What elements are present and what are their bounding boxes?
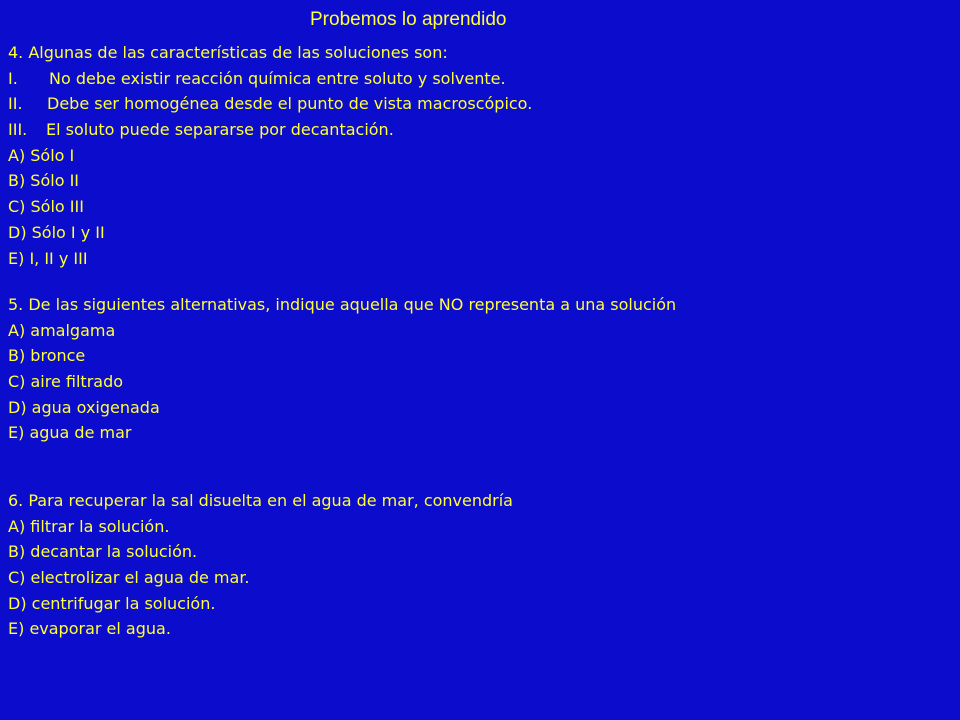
question-6-option-b: B) decantar la solución. — [8, 542, 198, 562]
question-5-text: 5. De las siguientes alternativas, indique aquella que NO representa a una solución — [8, 295, 677, 314]
question-5-option-d: D) agua oxigenada — [8, 397, 160, 417]
question-6-option-c: C) electrolizar el agua de mar. — [8, 568, 250, 588]
question-6 — [8, 488, 513, 642]
question-4-option-c: C) Sólo III — [8, 197, 84, 217]
statement-3-text: El soluto puede separarse por decantación. — [46, 120, 394, 140]
question-4-option-a: A) Sólo I — [8, 145, 75, 165]
question-5-option-c: C) aire filtrado — [8, 372, 124, 392]
slide-title: Probemos lo aprendido — [310, 9, 507, 30]
statement-2-number: II. — [8, 94, 23, 114]
statement-1-text: No debe existir reacción química entre soluto y solvente. — [49, 68, 506, 88]
question-6-option-d: D) centrifugar la solución. — [8, 593, 216, 613]
question-5-option-a: A) amalgama — [8, 320, 116, 340]
statement-1 — [8, 66, 532, 92]
question-6-option-e: E) evaporar el agua. — [8, 619, 171, 639]
question-6-option-a: A) filtrar la solución. — [8, 516, 170, 536]
statement-3 — [8, 117, 532, 143]
question-5-option-e: E) agua de mar — [8, 423, 132, 443]
question-5 — [8, 292, 676, 446]
question-4-option-d: D) Sólo I y II — [8, 222, 105, 242]
statement-2-text: Debe ser homogénea desde el punto de vista macroscópico. — [47, 94, 533, 114]
question-4 — [8, 40, 532, 271]
question-5-option-b: B) bronce — [8, 346, 86, 366]
question-4-text: 4. Algunas de las características de las soluciones son: — [8, 43, 448, 62]
question-4-option-b: B) Sólo II — [8, 171, 80, 191]
question-6-text: 6. Para recuperar la sal disuelta en el agua de mar, convendría — [8, 491, 513, 510]
statement-2 — [8, 91, 532, 117]
question-4-option-e: E) I, II y III — [8, 248, 88, 268]
statement-3-number: III. — [8, 120, 28, 140]
statement-1-number: I. — [8, 68, 18, 88]
